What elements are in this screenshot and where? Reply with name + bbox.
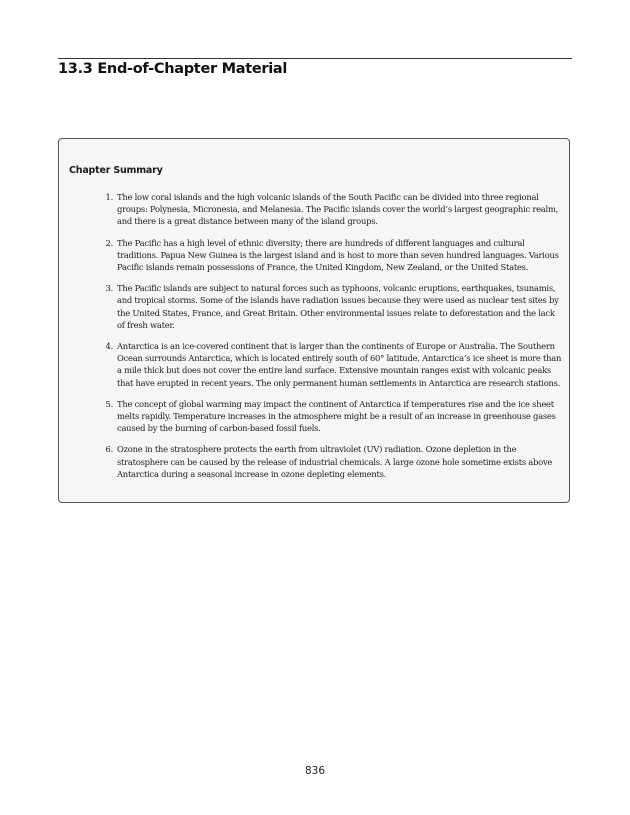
summary-item [105,282,562,331]
summary-item [105,237,562,274]
item-text: The Pacific has a high level of ethnic diversity; there are hundreds of different languages and cultural traditions. Papua New Guinea is the largest island and is host to more than seven hundred languages. Various Pacific islands remain possessions of France, the United Kingdom, New Zealand, or the United States. [117,237,559,273]
section-title: 13.3 End-of-Chapter Material [58,61,288,77]
item-text: The low coral islands and the high volcanic islands of the South Pacific can be divided into three regional groups: Polynesia, Micronesia, and Melanesia. The Pacific islands cover the world’s largest geographic realm, and there is a great distance between many of the island groups. [117,192,559,227]
summary-list [105,191,562,489]
item-text: The concept of global warming may impact the continent of Antarctica if temperatures rise and the ice sheet melts rapidly. Temperature increases in the atmosphere might be a result of an increase in greenhouse gases caused by the burning of carbon-based fossil fuels. [117,398,556,434]
item-number: 2. [105,237,113,248]
summary-item [105,443,562,480]
item-text: Ozone in the stratosphere protects the earth from ultraviolet (UV) radiation. Ozone depletion in the stratosphere can be caused by the release of industrial chemicals. A large ozone hole sometime exists above Antarctica during a seasonal increase in ozone depleting elements. [117,444,553,479]
summary-item [105,191,562,228]
chapter-summary-heading: Chapter Summary [69,165,163,176]
chapter-summary-box [58,138,570,503]
item-number: 3. [105,283,113,294]
header-rule [58,58,572,59]
summary-item [105,398,562,435]
item-text: Antarctica is an ice-covered continent that is larger than the continents of Europe or Australia. The Southern Ocean surrounds Antarctica, which is located entirely south of 60° latitude. Antarctica’s ice sheet is more than a mile thick but does not cover the entire land surface. Extensive mountain ranges exist with volcanic peaks that have erupted in recent years. The only permanent human settlements in Antarctica are research stations. [117,341,562,388]
page-number: 836 [304,765,326,777]
item-number: 5. [105,398,113,409]
item-number: 6. [105,444,113,455]
item-number: 1. [105,192,113,202]
summary-item [105,340,562,389]
item-number: 4. [105,341,113,352]
item-text: The Pacific islands are subject to natural forces such as typhoons, volcanic eruptions, earthquakes, tsunamis, and tropical storms. Some of the islands have radiation issues because they were used as nuclear test sites by the United States, France, and Great Britain. Other environmental issues relate to deforestation and the lack of fresh water. [117,283,559,330]
